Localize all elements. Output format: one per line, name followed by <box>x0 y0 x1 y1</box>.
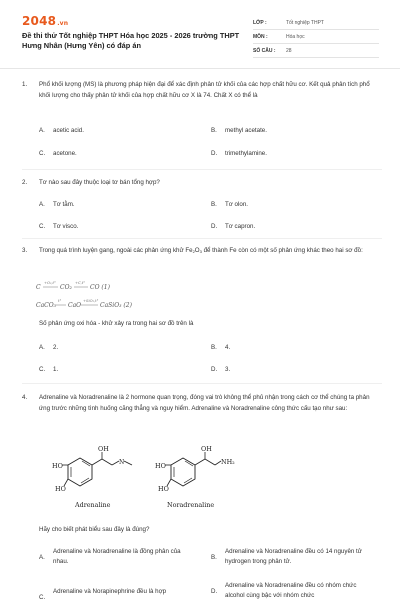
option-text: acetone. <box>53 150 77 157</box>
svg-text:+SiO₂,t°: +SiO₂,t° <box>83 299 99 303</box>
reaction-scheme-1 <box>36 280 146 294</box>
question-number: 2. <box>22 179 28 186</box>
question-text: Tơ nào sau đây thuộc loại tơ bán tổng hợp? <box>39 179 160 186</box>
option-text: Adrenaline và Noradrenaline là đồng phân của nhau. <box>53 548 181 565</box>
question-text: Phổ khối lượng (MS) là phương pháp hiện đại để xác định phân tử khối của các hợp chất hữu cơ. Kết quả phân tích phổ khối lượng cho thấy phân tử khối của hợp chất hữu cơ X là 74. Chất X có thể là <box>39 81 370 99</box>
question-separator <box>22 238 382 239</box>
option-letter: A. <box>39 201 45 208</box>
oh-group: OH <box>201 446 212 453</box>
option-c[interactable] <box>39 149 193 159</box>
reaction-scheme-1-svg <box>36 280 146 292</box>
option-c[interactable] <box>39 587 193 600</box>
question-4-prompt <box>22 525 382 536</box>
option-text: Adrenaline và Noradrenaline đều có nhóm chức alcohol cùng bậc với nhóm chức <box>225 582 357 599</box>
exam-header <box>0 0 400 66</box>
question-text: Adrenaline và Noradrenaline là 2 hormone quan trọng, đóng vai trò không thể phủ nhận trong cách cơ thể chúng ta phản ứng trước những tình huống căng thẳng và nguy hiểm. Adrenaline và Noradrenaline công thức cấu tạo như sau: <box>39 394 370 412</box>
option-text: Tơ tằm. <box>53 201 75 208</box>
option-text: Adrenaline và Noradrenaline đều có 14 nguyên tử hydrogen trong phân tử. <box>225 548 362 565</box>
info-row-class <box>253 16 379 30</box>
question-2 <box>22 178 382 189</box>
option-text: Tơ olon. <box>225 201 248 208</box>
option-letter: A. <box>39 554 45 561</box>
benzene-ring <box>171 458 195 486</box>
site-logo[interactable] <box>22 14 68 28</box>
svg-text:+C,t°: +C,t° <box>75 281 86 285</box>
option-text: trimethylamine. <box>225 150 267 157</box>
svg-text:CO₂: CO₂ <box>60 284 72 291</box>
option-c[interactable] <box>39 365 193 375</box>
question-number: 4. <box>22 394 28 401</box>
info-key: SỐ CÂU : <box>253 47 276 54</box>
info-row-count <box>253 44 379 58</box>
option-b[interactable] <box>211 200 365 210</box>
option-b[interactable] <box>211 547 365 567</box>
option-text: Adrenaline và Norapinephrine đều là hợp <box>53 588 167 595</box>
benzene-ring <box>68 458 92 486</box>
option-d[interactable] <box>211 149 365 159</box>
question-line: Hãy cho biết phát biểu sau đây là đúng? <box>39 526 150 533</box>
noradrenaline-label: Noradrenaline <box>167 501 215 509</box>
option-letter: C. <box>39 366 46 373</box>
ho-group-2: HO <box>158 485 169 493</box>
option-letter: A. <box>39 344 45 351</box>
option-b[interactable] <box>211 126 365 136</box>
amine-n: N <box>119 459 125 466</box>
svg-text:CaO: CaO <box>68 302 82 309</box>
option-a[interactable] <box>39 547 193 567</box>
question-text: Trong quá trình luyện gang, ngoài các phản ứng khử Fe2O3 để thành Fe còn có một số phản ứng khác theo hai sơ đồ: <box>39 247 363 254</box>
option-d[interactable] <box>211 581 365 600</box>
adrenaline-structure <box>52 446 148 502</box>
question-3-prompt <box>22 319 382 330</box>
info-row-subject <box>253 30 379 44</box>
question-number: 3. <box>22 247 28 254</box>
question-separator <box>22 383 382 384</box>
ho-group-1: HO <box>155 462 166 470</box>
option-letter: C. <box>39 150 46 157</box>
info-value: Hóa học <box>286 33 305 40</box>
option-text: 4. <box>225 344 231 351</box>
question-number: 1. <box>22 81 28 88</box>
info-value: 28 <box>286 47 292 54</box>
option-letter: A. <box>39 127 45 134</box>
option-a[interactable] <box>39 343 193 353</box>
reaction-scheme-2 <box>36 298 166 312</box>
question-separator <box>22 169 382 170</box>
option-c[interactable] <box>39 222 193 232</box>
option-text: Tơ capron. <box>225 223 256 230</box>
question-4 <box>22 393 382 414</box>
svg-text:C: C <box>36 284 41 291</box>
option-letter: B. <box>211 554 217 561</box>
option-text: 2. <box>53 344 59 351</box>
svg-text:CaCO₃: CaCO₃ <box>36 302 57 309</box>
option-a[interactable] <box>39 200 193 210</box>
option-letter: B. <box>211 344 217 351</box>
question-1 <box>22 80 382 101</box>
option-text: acetic acid. <box>53 127 84 134</box>
option-text: Tơ visco. <box>53 223 79 230</box>
ho-group-1: HO <box>52 462 63 470</box>
ho-group-2: HO <box>55 485 66 493</box>
logo-sub: .vn <box>57 20 69 27</box>
reaction-scheme-2-svg <box>36 298 166 310</box>
option-text: 1. <box>53 366 59 373</box>
option-letter: D. <box>211 366 218 373</box>
option-letter: D. <box>211 588 218 595</box>
info-key: MÔN : <box>253 33 268 40</box>
exam-info-table <box>253 16 379 58</box>
option-text: methyl acetate. <box>225 127 267 134</box>
adrenaline-label: Adrenaline <box>75 501 111 509</box>
option-b[interactable] <box>211 343 365 353</box>
svg-text:+O₂,t°: +O₂,t° <box>44 281 56 285</box>
amine-nh2: NH₂ <box>221 458 235 466</box>
svg-text:t°: t° <box>58 299 62 303</box>
option-letter: D. <box>211 150 218 157</box>
info-value: Tốt nghiệp THPT <box>286 19 324 26</box>
info-key: LỚP : <box>253 19 267 26</box>
option-letter: D. <box>211 223 218 230</box>
option-letter: B. <box>211 201 217 208</box>
header-divider <box>0 68 400 69</box>
option-text: 3. <box>225 366 231 373</box>
logo-main: 2048 <box>22 14 57 28</box>
option-letter: C. <box>39 594 46 600</box>
option-a[interactable] <box>39 126 193 136</box>
option-d[interactable] <box>211 222 365 232</box>
option-d[interactable] <box>211 365 365 375</box>
oh-group: OH <box>98 446 109 453</box>
svg-text:CaSiO₃ (2): CaSiO₃ (2) <box>100 302 132 309</box>
exam-title: Đề thi thử Tốt nghiệp THPT Hóa học 2025 - 2026 trường THPT Hưng Nhân (Hưng Yên) có đáp án <box>22 31 240 50</box>
noradrenaline-structure <box>155 446 251 502</box>
question-line: Số phản ứng oxi hóa - khử xảy ra trong hai sơ đồ trên là <box>39 320 194 327</box>
option-letter: B. <box>211 127 217 134</box>
option-letter: C. <box>39 223 46 230</box>
question-3 <box>22 246 382 258</box>
svg-text:CO (1): CO (1) <box>90 284 110 291</box>
